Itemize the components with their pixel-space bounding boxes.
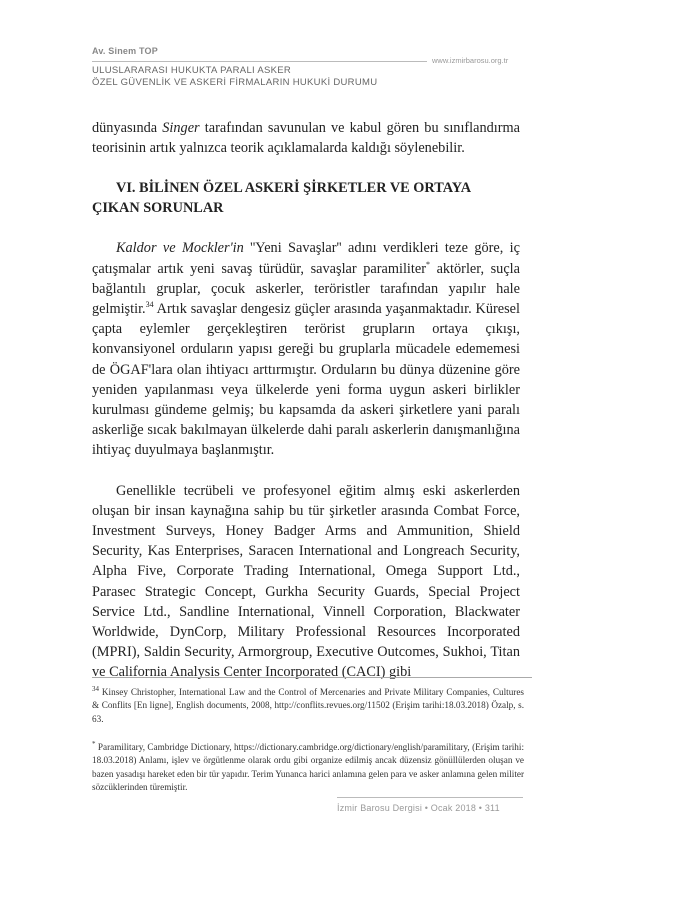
footnote-ref-star[interactable]: * — [425, 259, 430, 269]
section-heading: VI. BİLİNEN ÖZEL ASKERİ ŞİRKETLER VE ORTAYA ÇIKAN SORUNLAR — [92, 180, 471, 217]
paragraph-text: tarafından savunulan ve kabul gören bu sınıflandırma teorisinin artık yalnızca teorik açıklamalarda kaldığı söylenebilir. — [92, 120, 520, 157]
paragraph-text: ''Yeni Savaşlar'' adını verdikleri teze göre, iç çatışmalar artık yeni savaş türüdür, savaşlar paramiliter — [92, 240, 520, 277]
author-name-singer: Singer — [162, 120, 200, 136]
footnote-text: Paramilitary, Cambridge Dictionary, https://dictionary.cambridge.org/dictionary/english/paramilitary, (Erişim tarihi: 18.03.2018) Anlamı, işlev ve örgütlenme olarak ordu gibi organize edilmiş ancak düzensiz gönüllülerden oluşan ve bazen yasadışı hareket eden bir tür yapıdır. Terim Yunanca harici anlamına gelen para ve asker anlamına gelen militer sözcüklerinden türemiştir. — [92, 742, 525, 793]
page-footer: İzmir Barosu Dergisi • Ocak 2018 • 311 — [337, 803, 500, 813]
page-header — [92, 46, 522, 89]
header-title-line1: ULUSLARARASI HUKUKTA PARALI ASKER — [92, 65, 292, 76]
header-author: Av. Sinem TOP — [92, 46, 158, 56]
footer-rule — [337, 797, 523, 798]
article-body — [92, 118, 520, 683]
author-names-kaldor-mockler: Kaldor ve Mockler'in — [116, 240, 244, 257]
paragraph-text: aktörler, suçla bağlantılı gruplar, çocuk askerler, teröristler tarafından yapılır hale gelmiştir. — [92, 260, 520, 318]
paragraph-text: Artık savaşlar dengesiz güçler arasında yaşanmaktadır. Küresel çapta eylemler gerçekleştiren terörist grupların ortaya çıkışı, konvansiyonel orduların yapısı gereği bu gruplarla mücadele edememesi de ÖGAF'lara olan ihtiyacı arttırmıştır. Orduların bu dünya düzenine göre yeniden yapılanması veya ülkelerde yeni forma uygun askeri birlikler kurulması gündeme gelmiş; bu kapsamda da askeri şirketlere yani paralı askerliğe sıcak bakılmayan ülkelerde dahi paralı askerlerin danışmanlığına ihtiyaç duyulmaya başlanmıştır. — [92, 301, 520, 459]
footnote-divider — [92, 677, 532, 678]
footnote-star — [92, 741, 524, 795]
footnote-mark: 34 — [92, 684, 99, 693]
paragraph-companies: Genellikle tecrübeli ve profesyonel eğitim almış eski askerlerden oluşan bir insan kaynağına sahip bu tür şirketler arasında Combat Force, Investment Surveys, Honey Badger Arms and Ammunition, Shield Security, Kas Enterprises, Saracen International and Longreach Security, Alpha Five, Corporate Trading International, Omega Support Ltd., Parasec Strategic Concept, Gurkha Security Guards, Special Project Service Ltd., Sandline International, Vinnell Corporation, Blackwater Worldwide, DynCorp, Military Professional Resources Incorporated (MPRI), Saldin Security, Armorgroup, Executive Outcomes, Sukhoi, Titan ve California Analysis Center Incorporated (CACI) gibi — [92, 482, 520, 681]
paragraph-new-wars — [92, 238, 520, 460]
footnote-mark: * — [92, 739, 96, 748]
header-url: www.izmirbarosu.org.tr — [432, 56, 509, 65]
header-title-line2: ÖZEL GÜVENLİK VE ASKERİ FİRMALARIN HUKUKİ DURUMU — [92, 77, 378, 88]
header-rule — [92, 61, 427, 62]
paragraph-continuation — [92, 118, 520, 158]
footnote-ref-34[interactable]: 34 — [145, 300, 154, 310]
paragraph-text: dünyasında — [92, 120, 163, 136]
footnote-34 — [92, 686, 524, 726]
footnote-text: Kinsey Christopher, International Law and the Control of Mercenaries and Private Military Companies, Cultures & Conflits [En ligne], English documents, 2008, http://conflits.revues.org/11502 (Erişim tarihi:18.03.2018) Özalp, s. 63. — [92, 687, 525, 724]
